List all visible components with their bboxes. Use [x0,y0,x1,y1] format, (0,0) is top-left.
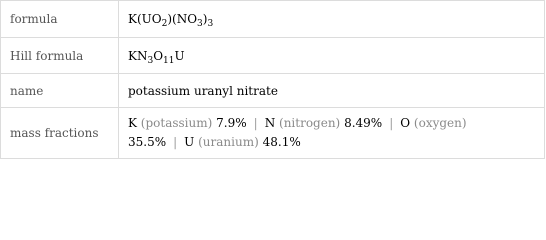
formula-subscript: 2 [161,19,168,29]
separator: | [253,116,258,130]
name-row [1,74,545,108]
separator: | [173,135,178,149]
element-symbol: O [400,116,411,130]
formula-subscript: 11 [163,55,175,66]
element-percent: 7.9% [216,116,247,130]
element-symbol: U [184,135,195,149]
formula-part: U [174,48,185,63]
element-symbol: K [128,116,137,130]
fraction-item-nitrogen [265,116,383,130]
element-symbol: N [264,116,276,130]
hill-formula-label: Hill formula [1,38,119,74]
element-name: (potassium) [140,116,213,130]
fraction-item-oxygen [400,116,466,130]
element-name: (oxygen) [413,116,467,130]
element-name: (nitrogen) [279,116,341,130]
fraction-item-oxygen-percent: 35.5% [128,135,167,149]
element-name: (uranium) [198,135,259,149]
element-percent: 48.1% [262,135,301,149]
mass-fractions-row [1,108,545,159]
formula-label: formula [1,1,119,38]
element-percent: 8.49% [344,116,383,130]
formula-subscript: 3 [197,19,203,29]
formula-subscript: 3 [207,19,214,29]
fraction-item-potassium [128,116,247,130]
name-value: potassium uranyl nitrate [119,74,545,108]
formula-part: KN [128,48,148,63]
hill-formula-row [1,38,545,74]
formula-row [1,1,545,38]
formula-part: K(UO [128,12,162,26]
formula-value [119,1,545,38]
mass-fractions-label: mass fractions [1,108,119,159]
mass-fractions-value [119,108,545,159]
name-label: name [1,74,119,108]
formula-subscript: 3 [147,55,154,66]
hill-formula-value [119,38,545,74]
fraction-item-uranium [184,135,301,149]
formula-part: O [153,48,164,63]
formula-part: )(NO [167,12,198,26]
separator: | [389,116,394,130]
formula-part: ) [202,12,208,26]
